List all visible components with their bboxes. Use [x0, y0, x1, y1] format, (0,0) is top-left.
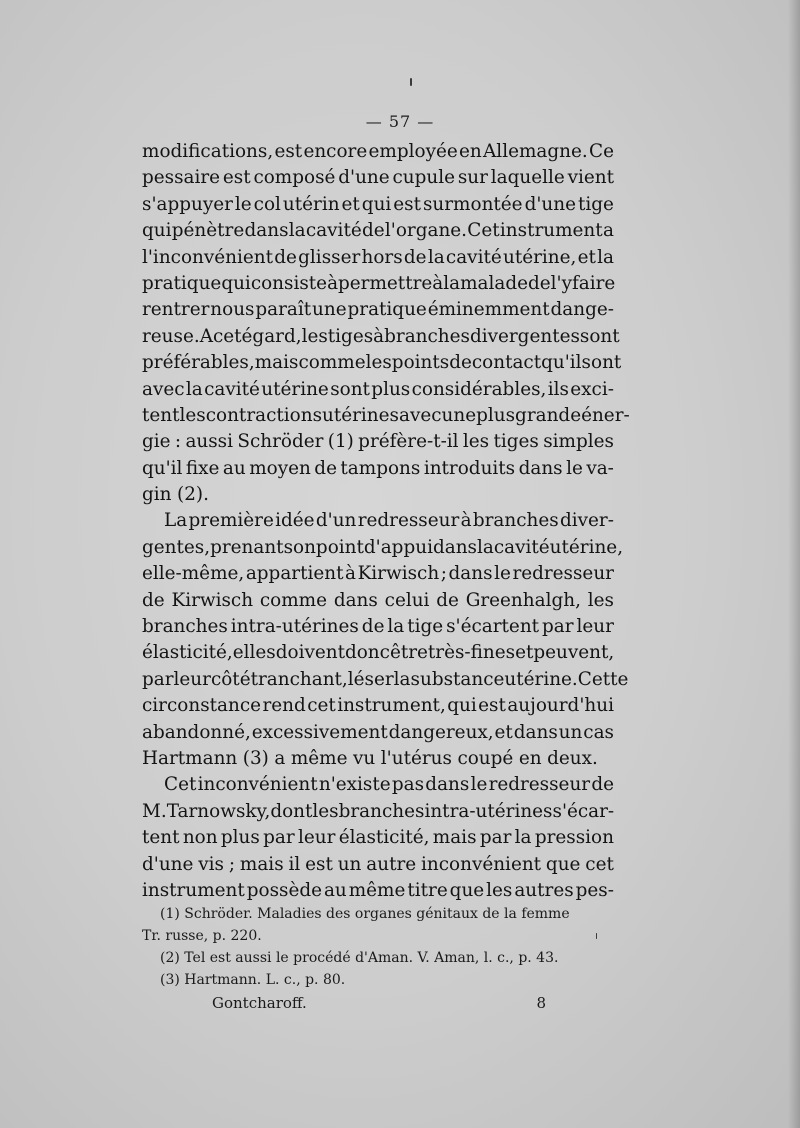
word: léser [347, 668, 394, 690]
word: exci- [570, 378, 614, 400]
word: dont [270, 800, 313, 822]
word: encore [303, 141, 368, 162]
word: les [486, 879, 513, 901]
word: Cet [467, 220, 500, 242]
word: tiges [493, 431, 539, 453]
text-line [142, 746, 614, 772]
word: tent [142, 404, 180, 426]
word: cas [583, 721, 614, 743]
word: nous [210, 299, 255, 321]
word: préfère-t-il [358, 431, 459, 453]
word: dangereux, [388, 721, 494, 743]
signature-number: 8 [536, 994, 546, 1012]
page-edge-shadow [788, 0, 800, 1128]
word: la [427, 246, 445, 268]
word: prenant [210, 536, 284, 558]
word: éner- [581, 404, 630, 426]
word: l'y [550, 272, 572, 294]
word: doivent [275, 642, 345, 664]
word: de [142, 589, 165, 611]
word: dange- [550, 299, 614, 321]
word: gie [142, 431, 171, 453]
word: hors [361, 246, 403, 268]
word: de [403, 246, 427, 268]
word: même [290, 747, 348, 769]
word: s'écar- [552, 800, 615, 822]
word: de [449, 352, 472, 374]
word: Greenhalgh, [465, 589, 581, 611]
word: préférables, [142, 352, 255, 374]
word: cupule [392, 167, 456, 189]
word: pas [391, 774, 425, 796]
word: (3) [242, 747, 269, 769]
word: coupé [457, 747, 514, 769]
word: circonstance [142, 695, 262, 717]
word: être [389, 642, 428, 664]
word: cet [212, 325, 242, 347]
word: glisser [298, 246, 361, 268]
word: substance [410, 668, 505, 690]
word: idée [275, 510, 315, 532]
footnotes [142, 903, 612, 1015]
text-line [142, 165, 614, 191]
text-line [142, 324, 620, 350]
word: la [443, 272, 461, 294]
word: s'écartent [446, 616, 540, 638]
word: qui [142, 220, 172, 242]
word: dans [432, 536, 477, 558]
word: intra-utérines [230, 616, 359, 638]
word: la [185, 378, 203, 400]
word: diver- [560, 510, 614, 532]
word: les [587, 589, 614, 611]
word: d'appui [363, 536, 433, 558]
word: éminemment [427, 299, 550, 321]
word: rend [262, 695, 306, 717]
word: Schröder [237, 431, 324, 453]
word: ; [228, 853, 236, 875]
word: ils [547, 378, 569, 400]
text-line [142, 852, 614, 878]
word: qu'il [142, 457, 183, 479]
word: pes- [575, 879, 614, 901]
word: Tarnowsky, [166, 800, 271, 822]
word: a [274, 747, 286, 769]
word: composé [253, 167, 336, 189]
text-line [142, 508, 614, 534]
word: les [365, 352, 392, 374]
word: moyen [249, 457, 311, 479]
word: sur [457, 167, 488, 189]
word: malade [460, 272, 528, 294]
word: les [301, 325, 328, 347]
text-line [142, 377, 614, 403]
word: leur [173, 668, 211, 690]
word: par [542, 616, 574, 638]
word: à [345, 563, 356, 585]
word: redresseur [357, 510, 460, 532]
word: au [222, 457, 246, 479]
word: et [494, 721, 513, 743]
word: La [164, 510, 188, 532]
word: peuvent, [533, 642, 615, 664]
text-line [142, 588, 614, 614]
word: est [393, 193, 421, 215]
word: mais [254, 352, 299, 374]
word: laquelle [490, 167, 565, 189]
word: tiges [327, 325, 374, 347]
word: a [602, 220, 614, 242]
word: paraît [255, 299, 312, 321]
word: vient [567, 167, 614, 189]
word: col [253, 193, 281, 215]
word: excessivement [251, 721, 388, 743]
footnote-2: (2) Tel est aussi le procédé d'Aman. V. Aman, l. c., p. 43. [160, 950, 559, 966]
word: utérin [282, 193, 340, 215]
word: qui [447, 695, 477, 717]
word: employée [368, 141, 458, 162]
word: que [449, 879, 485, 901]
text-line [142, 640, 614, 666]
word: qui [221, 272, 251, 294]
word: plus [476, 404, 516, 426]
word: inconvénient [421, 853, 542, 875]
word: l'organe. [384, 220, 468, 242]
word: inconvénient [197, 774, 318, 796]
word: autre [366, 853, 417, 875]
word: même [348, 879, 406, 901]
word: d'une [142, 853, 194, 875]
word: une [312, 299, 347, 321]
word: pression [534, 827, 614, 849]
word: égard, [241, 325, 302, 347]
word: titre [407, 879, 448, 901]
word: à [373, 325, 385, 347]
word: l'inconvénient [142, 246, 273, 268]
word: d'une [338, 167, 390, 189]
word: en [459, 141, 482, 162]
word: les [462, 431, 490, 453]
word: avec [398, 404, 442, 426]
word: elle-même, [142, 563, 245, 585]
word: (2). [177, 484, 209, 506]
word: par [142, 668, 174, 690]
text-line [142, 192, 614, 218]
word: points [391, 352, 450, 374]
word: cet [585, 853, 614, 875]
word: et [515, 642, 534, 664]
word: dans [244, 220, 289, 242]
word: première [188, 510, 274, 532]
word: modifications, [142, 141, 274, 162]
text-line [142, 271, 614, 297]
text-line [142, 614, 614, 640]
word: pratique [347, 299, 427, 321]
word: sont [579, 325, 620, 347]
word: elles [232, 642, 276, 664]
word: la [387, 616, 405, 638]
text-line [142, 535, 624, 561]
page-number-header: — 57 — [365, 112, 435, 131]
word: leur [576, 616, 614, 638]
word: utérine [261, 378, 329, 400]
word: et [341, 193, 360, 215]
word: au [323, 879, 347, 901]
word: une [441, 404, 477, 426]
word: la [597, 246, 614, 268]
word: deux. [547, 747, 598, 769]
word: vis [198, 853, 224, 875]
word: branches [338, 800, 425, 822]
word: de [274, 246, 297, 268]
word: considérables, [411, 378, 547, 400]
word: cavité [445, 246, 502, 268]
word: aujourd'hui [507, 695, 614, 717]
word: est [222, 167, 251, 189]
word: leur [298, 827, 336, 849]
word: sont [330, 378, 370, 400]
word: (1) [327, 431, 354, 453]
word: abandonné, [142, 721, 251, 743]
word: cavité [305, 220, 362, 242]
word: n'existe [318, 774, 391, 796]
word: pénètre [171, 220, 245, 242]
word: de [436, 589, 459, 611]
word: grande [515, 404, 582, 426]
word: Kirwisch [357, 563, 440, 585]
word: utérine. [504, 668, 578, 690]
word: mais [432, 827, 477, 849]
word: de [528, 272, 551, 294]
body-text [142, 139, 630, 904]
word: contact [471, 352, 542, 374]
word: tige [577, 193, 614, 215]
word: branches [472, 510, 559, 532]
word: le [566, 457, 583, 479]
word: instrument, [337, 695, 446, 717]
word: surmontée [422, 193, 523, 215]
word: M. [142, 800, 167, 822]
word: utérine, [502, 246, 577, 268]
word: plus [371, 378, 411, 400]
text-line [142, 218, 614, 244]
word: la [477, 536, 494, 558]
word: de [361, 220, 385, 242]
word: gin [142, 484, 172, 506]
text-line [142, 772, 614, 798]
word: tampons [340, 457, 421, 479]
word: intra-utérines [424, 800, 553, 822]
word: pratique [142, 272, 222, 294]
text-line [142, 403, 630, 429]
text-line [142, 429, 614, 455]
word: cet [307, 695, 336, 717]
word: s'appuyer [142, 193, 233, 215]
word: pessaire [142, 167, 221, 189]
word: reuse. [142, 325, 200, 347]
word: comme [259, 589, 328, 611]
word: dans [513, 721, 558, 743]
word: le [494, 563, 511, 585]
word: dans [425, 774, 470, 796]
word: introduits [423, 457, 516, 479]
word: appartient [245, 563, 344, 585]
word: gentes, [142, 536, 211, 558]
word: élasticité, [338, 827, 430, 849]
word: que [545, 853, 581, 875]
text-line [142, 693, 614, 719]
text-line [142, 878, 614, 904]
word: ; [440, 563, 447, 585]
word: qui [361, 193, 392, 215]
word: Allemagne. [483, 141, 588, 162]
word: côté [210, 668, 251, 690]
word: la [393, 668, 411, 690]
word: utérine, [549, 536, 624, 558]
word: d'un [315, 510, 357, 532]
word: un [558, 721, 583, 743]
text-line [142, 825, 614, 851]
word: instrument [142, 879, 245, 901]
word: autres [514, 879, 574, 901]
word: Kirwisch [171, 589, 254, 611]
word: celui [384, 589, 430, 611]
word: branches [384, 325, 470, 347]
text-line [142, 350, 622, 376]
word: dans [518, 457, 563, 479]
word: dans [333, 589, 378, 611]
word: : [174, 431, 182, 453]
print-speck [410, 78, 412, 86]
word: la [514, 827, 532, 849]
word: plus [220, 827, 260, 849]
word: de [314, 457, 337, 479]
word: le [234, 193, 252, 215]
word: consiste [250, 272, 328, 294]
word: mais [239, 853, 284, 875]
word: comme [298, 352, 366, 374]
word: est [305, 853, 333, 875]
word: par [479, 827, 512, 849]
word: le [470, 774, 488, 796]
text-line [142, 561, 614, 587]
word: divergentes [469, 325, 580, 347]
word: redresseur [512, 563, 614, 585]
word: à [432, 272, 444, 294]
footnote-1: (1) Schröder. Maladies des organes génitaux de la femme [160, 906, 570, 922]
word: à [327, 272, 339, 294]
word: donc [344, 642, 390, 664]
word: dans [448, 563, 493, 585]
word: est [274, 141, 303, 162]
text-line [142, 667, 629, 693]
word: contractions [205, 404, 323, 426]
word: d'une [524, 193, 576, 215]
signature-mark: Gontcharoff. [212, 994, 307, 1012]
word: très-fines [427, 642, 516, 664]
word: A [199, 325, 213, 347]
word: de [361, 616, 385, 638]
word: tent [142, 827, 180, 849]
word: possède [246, 879, 322, 901]
word: en [518, 747, 542, 769]
print-speck [596, 933, 597, 939]
word: vu [353, 747, 376, 769]
text-line [142, 139, 614, 165]
word: non [182, 827, 218, 849]
word: tranchant, [250, 668, 348, 690]
word: élasticité, [142, 642, 233, 664]
word: la [288, 220, 306, 242]
word: cavité [493, 536, 550, 558]
word: un [337, 853, 362, 875]
word: aussi [185, 431, 234, 453]
word: point [315, 536, 364, 558]
word: avec [142, 378, 185, 400]
word: Ce [589, 141, 614, 162]
word: utérines [322, 404, 399, 426]
word: par [263, 827, 295, 849]
word: ont [591, 352, 622, 374]
word: les [312, 800, 339, 822]
word: instrument [499, 220, 603, 242]
word: Cet [164, 774, 197, 796]
word: fixe [185, 457, 220, 479]
text-line [142, 297, 614, 323]
word: tige [407, 616, 444, 638]
word: permettre [338, 272, 433, 294]
word: est [478, 695, 506, 717]
word: va- [586, 457, 614, 479]
word: simples [543, 431, 614, 453]
word: à [460, 510, 472, 532]
text-line [142, 720, 614, 746]
word: de [591, 774, 614, 796]
word: les [179, 404, 206, 426]
word: rentrer [142, 299, 210, 321]
word: et [577, 246, 596, 268]
word: branches [142, 616, 228, 638]
text-line [142, 245, 614, 271]
signature-row [142, 991, 612, 1015]
word: Cette [577, 668, 629, 690]
word: son [283, 536, 316, 558]
word: faire [571, 272, 616, 294]
word: cavité [204, 378, 260, 400]
footnote-3: (3) Hartmann. L. c., p. 80. [160, 972, 346, 988]
word: Hartmann [142, 747, 238, 769]
word: l'utérus [380, 747, 452, 769]
word: il [288, 853, 301, 875]
text-line [142, 482, 614, 508]
text-line [142, 456, 614, 482]
footnote-1-continued: Tr. russe, p. 220. [142, 928, 262, 944]
word: qu'ils [541, 352, 591, 374]
word: redresseur [488, 774, 591, 796]
text-line [142, 799, 614, 825]
